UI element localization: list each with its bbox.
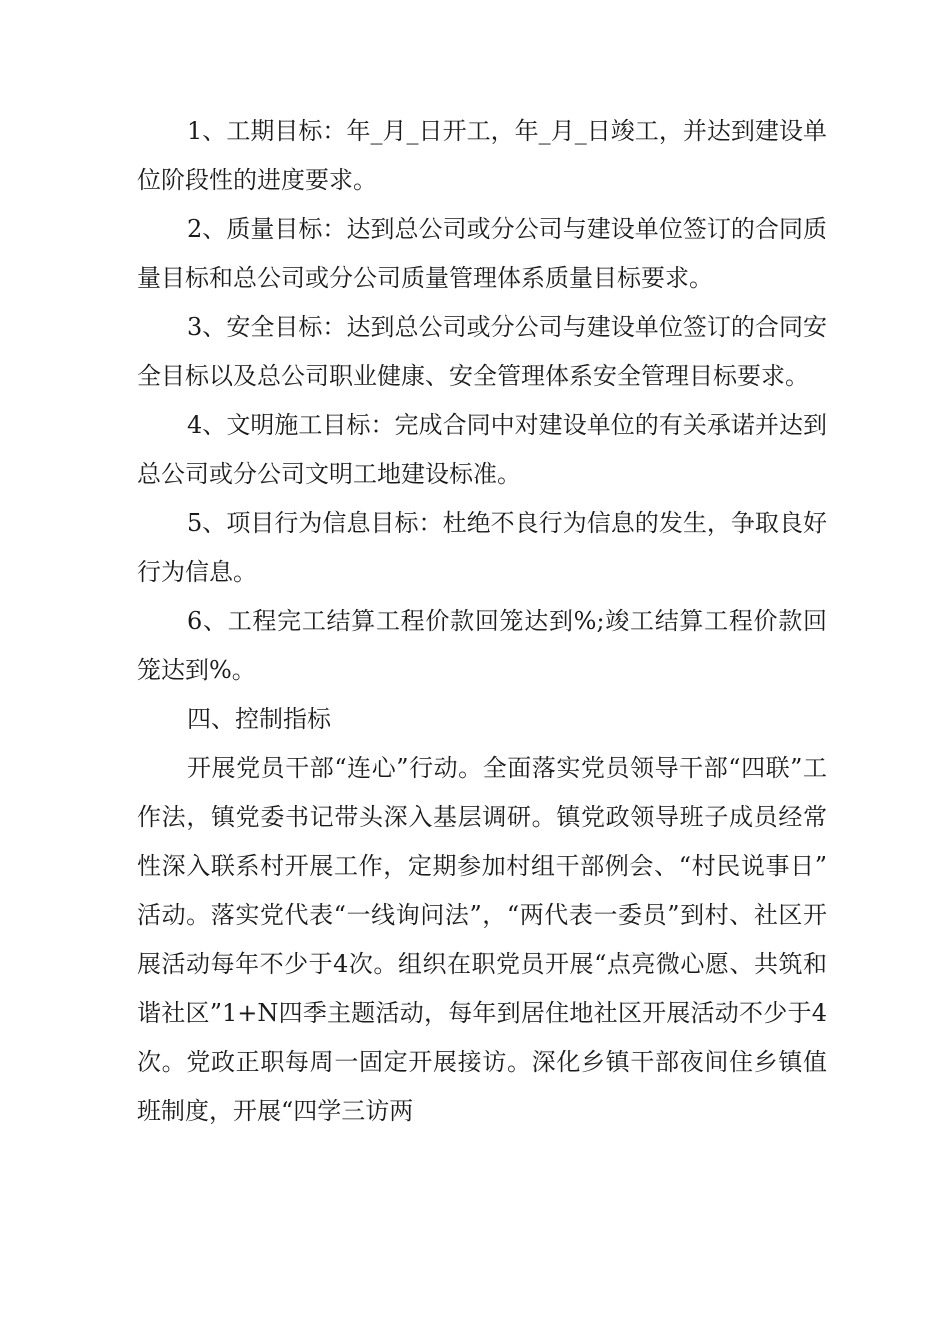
paragraph-quality-goal: 2、质量目标：达到总公司或分公司与建设单位签订的合同质量目标和总公司或分公司质量管理体系质量目标要求。 xyxy=(137,215,827,292)
paragraph-civilized-construction-goal: 4、文明施工目标：完成合同中对建设单位的有关承诺并达到总公司或分公司文明工地建设标准。 xyxy=(137,411,827,488)
paragraph-behavior-info-goal: 5、项目行为信息目标：杜绝不良行为信息的发生，争取良好行为信息。 xyxy=(137,509,827,586)
paragraph-party-outreach: 开展党员干部“连心”行动。全面落实党员领导干部“四联”工作法，镇党委书记带头深入基层调研。镇党政领导班子成员经常性深入联系村开展工作，定期参加村组干部例会、“村民说事日”活动。落实党代表“一线询问法”，“两代表一委员”到村、社区开展活动每年不少于4次。组织在职党员开展“点亮微心愿、共筑和谐社区”1+N四季主题活动，每年到居住地社区开展活动不少于4次。党政正职每周一固定开展接访。深化乡镇干部夜间住乡镇值班制度，开展“四学三访两 xyxy=(137,754,827,1125)
section-heading-control-indicators: 四、控制指标 xyxy=(187,705,331,733)
paragraph-payment-recovery-goal: 6、工程完工结算工程价款回笼达到%;竣工结算工程价款回笼达到%。 xyxy=(137,607,827,684)
paragraph-duration-goal: 1、工期目标：年_月_日开工，年_月_日竣工，并达到建设单位阶段性的进度要求。 xyxy=(137,117,827,194)
paragraph-safety-goal: 3、安全目标：达到总公司或分公司与建设单位签订的合同安全目标以及总公司职业健康、安全管理体系安全管理目标要求。 xyxy=(137,313,827,390)
document-body xyxy=(137,107,827,1136)
